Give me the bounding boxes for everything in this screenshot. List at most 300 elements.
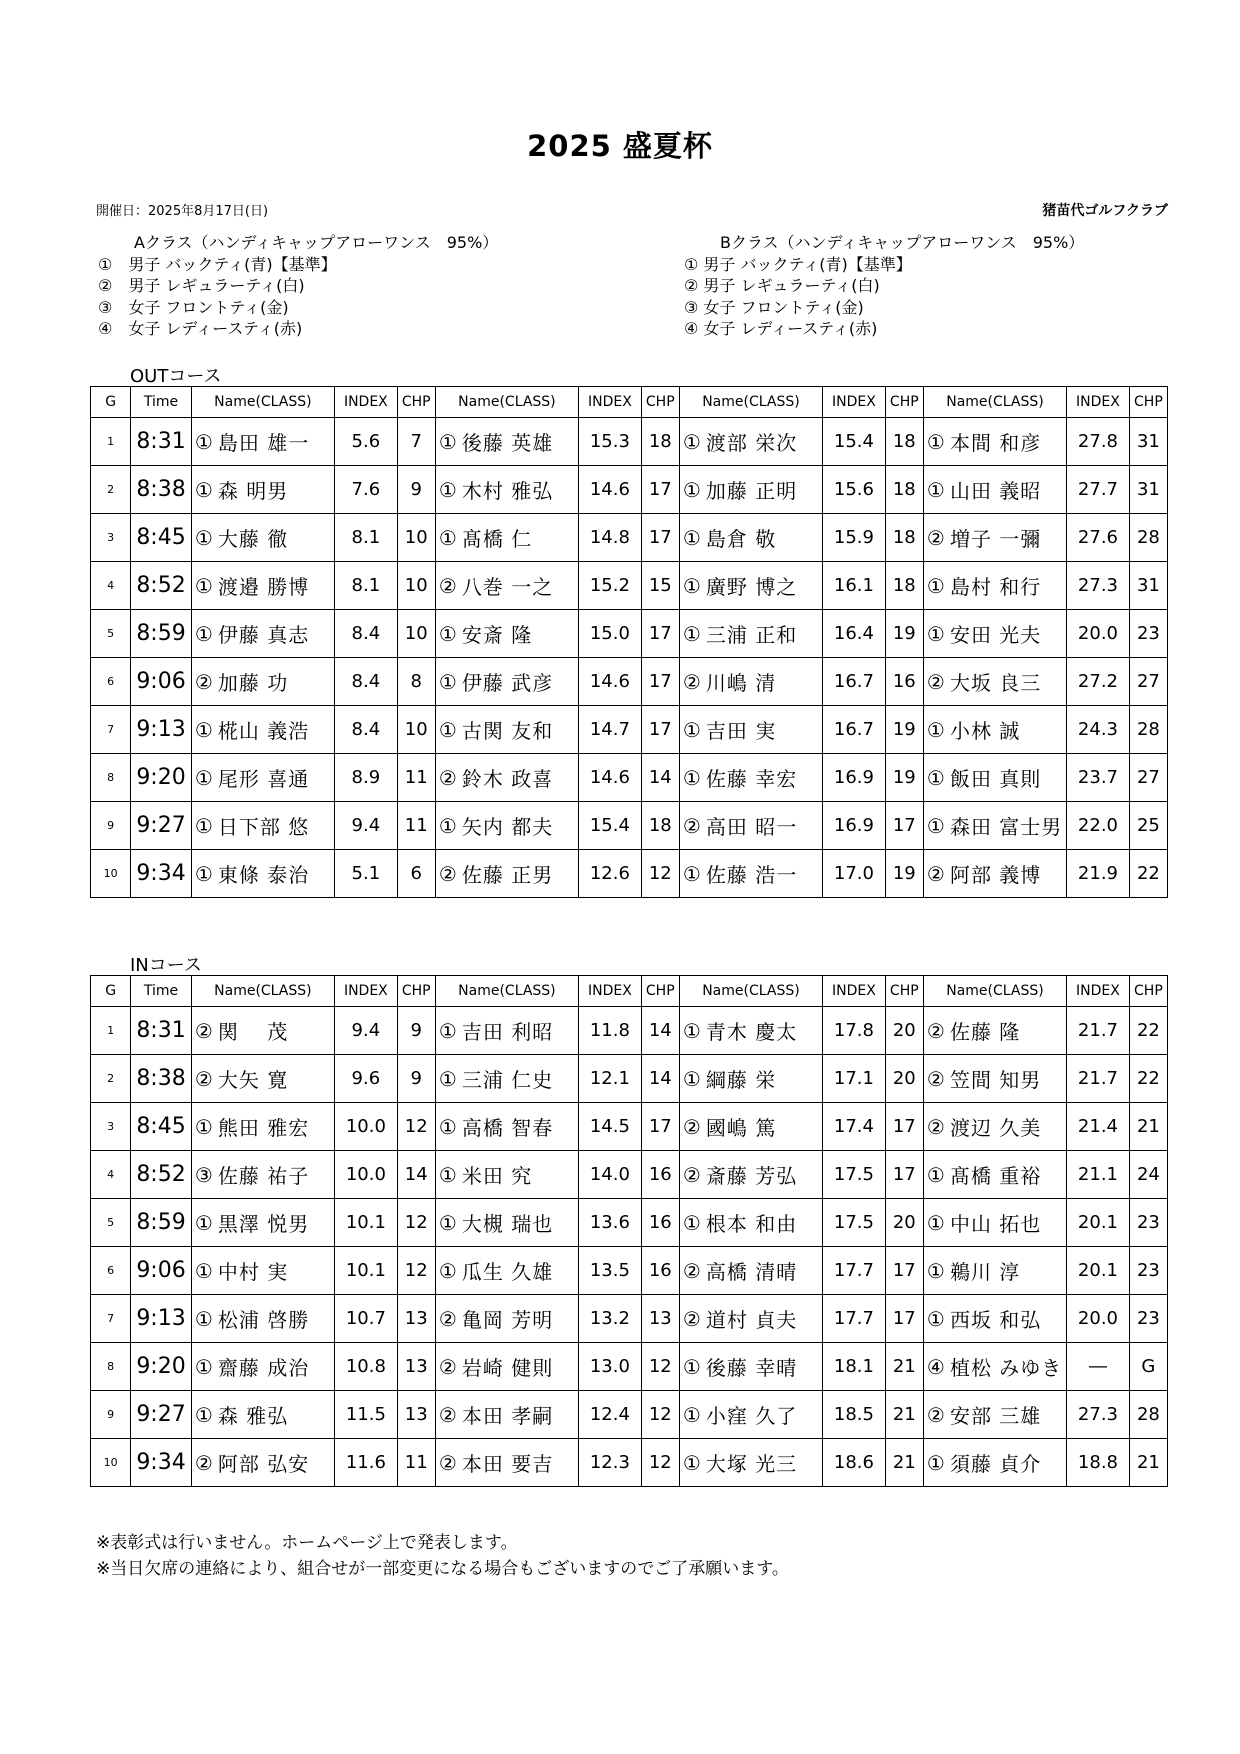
tee-time: 9:27 xyxy=(131,1391,191,1439)
player-name: 加藤 正明 xyxy=(704,466,823,514)
player-index: 27.6 xyxy=(1067,514,1130,562)
table-row xyxy=(91,1391,1168,1439)
player-index: 16.7 xyxy=(823,658,886,706)
player-index: 18.1 xyxy=(823,1343,886,1391)
group-number: 3 xyxy=(91,514,131,562)
player-chp: 31 xyxy=(1129,562,1167,610)
player-chp: 31 xyxy=(1129,418,1167,466)
player-name: 伊藤 武彦 xyxy=(460,658,579,706)
player-name: 佐藤 隆 xyxy=(948,1007,1067,1055)
player-class: ② xyxy=(679,1103,704,1151)
table-row xyxy=(91,754,1168,802)
player-name: 斎藤 芳弘 xyxy=(704,1151,823,1199)
player-name: 國嶋 篤 xyxy=(704,1103,823,1151)
header-chp: CHP xyxy=(1129,387,1167,418)
tee-time: 8:52 xyxy=(131,562,191,610)
player-name: 中村 実 xyxy=(216,1247,335,1295)
player-class: ② xyxy=(923,514,948,562)
player-chp: 21 xyxy=(1129,1439,1167,1487)
player-name: 伊藤 真志 xyxy=(216,610,335,658)
player-index: 8.9 xyxy=(335,754,398,802)
player-chp: 18 xyxy=(885,562,923,610)
player-class: ① xyxy=(435,1247,460,1295)
player-class: ① xyxy=(923,610,948,658)
tee-time: 9:27 xyxy=(131,802,191,850)
header-index: INDEX xyxy=(823,976,886,1007)
player-name: 西坂 和弘 xyxy=(948,1295,1067,1343)
player-index: 27.8 xyxy=(1067,418,1130,466)
player-chp: 24 xyxy=(1129,1151,1167,1199)
header-name: Name(CLASS) xyxy=(923,976,1066,1007)
player-name: 松浦 啓勝 xyxy=(216,1295,335,1343)
player-class: ② xyxy=(191,658,216,706)
player-chp: 13 xyxy=(397,1295,435,1343)
group-number: 1 xyxy=(91,418,131,466)
player-class: ③ xyxy=(191,1151,216,1199)
player-chp: 17 xyxy=(641,514,679,562)
header-chp: CHP xyxy=(885,387,923,418)
player-index: 8.4 xyxy=(335,610,398,658)
player-class: ① xyxy=(923,1439,948,1487)
player-index: 7.6 xyxy=(335,466,398,514)
player-name: 吉田 実 xyxy=(704,706,823,754)
player-class: ① xyxy=(435,706,460,754)
player-index: 15.4 xyxy=(823,418,886,466)
player-class: ① xyxy=(435,466,460,514)
player-name: 森田 富士男 xyxy=(948,802,1067,850)
player-name: 髙橋 重裕 xyxy=(948,1151,1067,1199)
player-index: 5.6 xyxy=(335,418,398,466)
note-line: ※表彰式は行いません。ホームページ上で発表します。 xyxy=(96,1533,518,1553)
player-chp: 28 xyxy=(1129,706,1167,754)
player-class: ① xyxy=(679,1199,704,1247)
player-name: 阿部 弘安 xyxy=(216,1439,335,1487)
player-chp: 21 xyxy=(885,1391,923,1439)
header-index: INDEX xyxy=(579,976,642,1007)
player-name: 渡部 栄次 xyxy=(704,418,823,466)
player-chp: 18 xyxy=(641,802,679,850)
player-chp: 7 xyxy=(397,418,435,466)
player-index: 17.7 xyxy=(823,1295,886,1343)
player-index: 21.1 xyxy=(1067,1151,1130,1199)
player-name: 高田 昭一 xyxy=(704,802,823,850)
player-chp: 9 xyxy=(397,1007,435,1055)
player-chp: 21 xyxy=(885,1439,923,1487)
player-name: 尾形 喜通 xyxy=(216,754,335,802)
player-name: 阿部 義博 xyxy=(948,850,1067,898)
player-name: 島倉 敬 xyxy=(704,514,823,562)
player-name: 高橋 清晴 xyxy=(704,1247,823,1295)
player-name: 安部 三雄 xyxy=(948,1391,1067,1439)
player-name: 森 雅弘 xyxy=(216,1391,335,1439)
player-index: 20.1 xyxy=(1067,1199,1130,1247)
player-name: 須藤 貞介 xyxy=(948,1439,1067,1487)
header-name: Name(CLASS) xyxy=(191,976,334,1007)
player-class: ② xyxy=(435,562,460,610)
player-class: ① xyxy=(679,1055,704,1103)
tee-time: 8:31 xyxy=(131,418,191,466)
player-index: 11.5 xyxy=(335,1391,398,1439)
player-class: ① xyxy=(435,802,460,850)
player-name: 高橋 智春 xyxy=(460,1103,579,1151)
player-chp: 14 xyxy=(641,1007,679,1055)
header-chp: CHP xyxy=(1129,976,1167,1007)
group-number: 7 xyxy=(91,1295,131,1343)
group-number: 5 xyxy=(91,610,131,658)
player-index: 10.1 xyxy=(335,1247,398,1295)
player-class: ① xyxy=(191,850,216,898)
player-chp: 18 xyxy=(885,418,923,466)
player-name: 熊田 雅宏 xyxy=(216,1103,335,1151)
group-number: 5 xyxy=(91,1199,131,1247)
player-index: 15.6 xyxy=(823,466,886,514)
player-chp: 9 xyxy=(397,1055,435,1103)
player-name: 瓜生 久雄 xyxy=(460,1247,579,1295)
player-chp: 27 xyxy=(1129,754,1167,802)
player-name: 三浦 正和 xyxy=(704,610,823,658)
player-name: 島村 和行 xyxy=(948,562,1067,610)
tee-time: 9:20 xyxy=(131,1343,191,1391)
class-b-tee: ② 男子 レギュラーティ(白) xyxy=(684,276,880,295)
player-name: 矢内 都夫 xyxy=(460,802,579,850)
header-chp: CHP xyxy=(397,387,435,418)
class-a-info xyxy=(98,232,498,340)
table-row xyxy=(91,1007,1168,1055)
player-class: ② xyxy=(435,850,460,898)
player-class: ① xyxy=(923,418,948,466)
player-class: ② xyxy=(679,1295,704,1343)
tee-time: 9:20 xyxy=(131,754,191,802)
player-name: 加藤 功 xyxy=(216,658,335,706)
player-index: 8.4 xyxy=(335,658,398,706)
player-chp: 20 xyxy=(885,1055,923,1103)
player-index: 10.7 xyxy=(335,1295,398,1343)
player-class: ① xyxy=(435,610,460,658)
player-class: ① xyxy=(923,1199,948,1247)
player-index: 8.1 xyxy=(335,562,398,610)
player-chp: 23 xyxy=(1129,1295,1167,1343)
player-chp: 16 xyxy=(641,1151,679,1199)
group-number: 6 xyxy=(91,658,131,706)
player-class: ① xyxy=(435,1055,460,1103)
tee-time: 8:52 xyxy=(131,1151,191,1199)
player-name: 三浦 仁史 xyxy=(460,1055,579,1103)
player-class: ① xyxy=(679,562,704,610)
player-chp: 8 xyxy=(397,658,435,706)
header-index: INDEX xyxy=(335,976,398,1007)
player-name: 川嶋 清 xyxy=(704,658,823,706)
player-class: ① xyxy=(923,802,948,850)
header-index: INDEX xyxy=(1067,387,1130,418)
player-class: ① xyxy=(679,850,704,898)
player-name: 安斎 隆 xyxy=(460,610,579,658)
player-index: 17.5 xyxy=(823,1151,886,1199)
player-index: 10.8 xyxy=(335,1343,398,1391)
player-index: 9.4 xyxy=(335,802,398,850)
player-name: 増子 一彌 xyxy=(948,514,1067,562)
player-class: ① xyxy=(191,610,216,658)
player-name: 大矢 寛 xyxy=(216,1055,335,1103)
player-name: 綱藤 栄 xyxy=(704,1055,823,1103)
player-chp: 11 xyxy=(397,1439,435,1487)
table-header-row xyxy=(91,387,1168,418)
player-class: ① xyxy=(679,514,704,562)
player-index: 14.8 xyxy=(579,514,642,562)
player-chp: 25 xyxy=(1129,802,1167,850)
page-title: 2025 盛夏杯 xyxy=(527,129,713,163)
player-index: 20.0 xyxy=(1067,1295,1130,1343)
player-class: ② xyxy=(923,850,948,898)
player-name: 渡辺 久美 xyxy=(948,1103,1067,1151)
player-index: 15.9 xyxy=(823,514,886,562)
player-name: 後藤 幸晴 xyxy=(704,1343,823,1391)
group-number: 8 xyxy=(91,754,131,802)
player-index: 18.5 xyxy=(823,1391,886,1439)
tee-time: 8:38 xyxy=(131,1055,191,1103)
header-index: INDEX xyxy=(335,387,398,418)
player-class: ① xyxy=(435,1103,460,1151)
player-chp: 23 xyxy=(1129,610,1167,658)
player-class: ① xyxy=(679,1343,704,1391)
player-chp: 19 xyxy=(885,610,923,658)
table-row xyxy=(91,418,1168,466)
player-index: 20.1 xyxy=(1067,1247,1130,1295)
player-class: ② xyxy=(435,1343,460,1391)
player-class: ① xyxy=(679,1007,704,1055)
player-index: 10.1 xyxy=(335,1199,398,1247)
player-index: 20.0 xyxy=(1067,610,1130,658)
player-class: ② xyxy=(679,658,704,706)
player-class: ① xyxy=(435,1151,460,1199)
player-chp: 10 xyxy=(397,610,435,658)
player-class: ② xyxy=(923,1055,948,1103)
player-chp: G xyxy=(1129,1343,1167,1391)
player-class: ① xyxy=(679,610,704,658)
player-chp: 17 xyxy=(885,802,923,850)
header-index: INDEX xyxy=(823,387,886,418)
player-chp: 10 xyxy=(397,514,435,562)
player-index: 9.4 xyxy=(335,1007,398,1055)
group-number: 7 xyxy=(91,706,131,754)
player-chp: 9 xyxy=(397,466,435,514)
player-name: 鈴木 政喜 xyxy=(460,754,579,802)
player-chp: 19 xyxy=(885,850,923,898)
player-name: 大藤 徹 xyxy=(216,514,335,562)
player-class: ① xyxy=(679,754,704,802)
player-index: 11.8 xyxy=(579,1007,642,1055)
player-class: ② xyxy=(923,1103,948,1151)
player-chp: 14 xyxy=(641,754,679,802)
player-chp: 20 xyxy=(885,1199,923,1247)
player-chp: 19 xyxy=(885,706,923,754)
player-index: 27.7 xyxy=(1067,466,1130,514)
player-index: 14.6 xyxy=(579,754,642,802)
player-index: 10.0 xyxy=(335,1151,398,1199)
player-name: 八巻 一之 xyxy=(460,562,579,610)
class-a-tee: ② 男子 レギュラーティ(白) xyxy=(98,276,305,295)
group-number: 9 xyxy=(91,802,131,850)
class-a-heading: Aクラス（ハンディキャップアローワンス 95%） xyxy=(134,233,499,252)
player-chp: 12 xyxy=(641,1343,679,1391)
player-index: 17.0 xyxy=(823,850,886,898)
player-chp: 28 xyxy=(1129,1391,1167,1439)
player-class: ① xyxy=(435,418,460,466)
player-index: 14.6 xyxy=(579,658,642,706)
player-class: ① xyxy=(191,1199,216,1247)
player-name: 根本 和由 xyxy=(704,1199,823,1247)
player-class: ① xyxy=(191,1247,216,1295)
header-chp: CHP xyxy=(641,387,679,418)
header-group: G xyxy=(91,976,131,1007)
player-class: ① xyxy=(679,466,704,514)
player-class: ② xyxy=(679,1151,704,1199)
player-index: 8.1 xyxy=(335,514,398,562)
in-course-table xyxy=(90,975,1168,1487)
player-class: ① xyxy=(191,514,216,562)
player-index: 16.9 xyxy=(823,802,886,850)
player-index: 14.0 xyxy=(579,1151,642,1199)
player-name: 本間 和彦 xyxy=(948,418,1067,466)
player-chp: 22 xyxy=(1129,850,1167,898)
tee-time: 9:34 xyxy=(131,850,191,898)
player-class: ① xyxy=(923,466,948,514)
player-name: 亀岡 芳明 xyxy=(460,1295,579,1343)
player-class: ② xyxy=(679,802,704,850)
class-b-tee: ④ 女子 レディースティ(赤) xyxy=(684,319,878,338)
tee-time: 8:38 xyxy=(131,466,191,514)
player-chp: 17 xyxy=(885,1295,923,1343)
player-name: 東條 泰治 xyxy=(216,850,335,898)
player-index: ― xyxy=(1067,1343,1130,1391)
tee-time: 9:06 xyxy=(131,658,191,706)
group-number: 1 xyxy=(91,1007,131,1055)
player-class: ① xyxy=(435,514,460,562)
player-name: 飯田 真則 xyxy=(948,754,1067,802)
player-class: ① xyxy=(923,706,948,754)
player-name: 齋藤 成治 xyxy=(216,1343,335,1391)
tee-time: 8:45 xyxy=(131,1103,191,1151)
player-name: 佐藤 正男 xyxy=(460,850,579,898)
player-chp: 16 xyxy=(885,658,923,706)
player-chp: 18 xyxy=(641,418,679,466)
player-class: ② xyxy=(435,1295,460,1343)
player-chp: 12 xyxy=(641,850,679,898)
header-index: INDEX xyxy=(579,387,642,418)
player-name: 日下部 悠 xyxy=(216,802,335,850)
player-class: ① xyxy=(191,754,216,802)
player-name: 大坂 良三 xyxy=(948,658,1067,706)
player-name: 渡邉 勝博 xyxy=(216,562,335,610)
player-index: 15.4 xyxy=(579,802,642,850)
player-chp: 23 xyxy=(1129,1247,1167,1295)
tee-time: 8:59 xyxy=(131,610,191,658)
player-class: ① xyxy=(923,1151,948,1199)
player-chp: 17 xyxy=(641,1103,679,1151)
player-class: ① xyxy=(679,418,704,466)
player-class: ① xyxy=(191,802,216,850)
player-chp: 12 xyxy=(397,1103,435,1151)
player-class: ② xyxy=(191,1055,216,1103)
player-index: 21.4 xyxy=(1067,1103,1130,1151)
player-chp: 12 xyxy=(397,1247,435,1295)
table-row xyxy=(91,658,1168,706)
group-number: 10 xyxy=(91,1439,131,1487)
player-name: 道村 貞夫 xyxy=(704,1295,823,1343)
header-chp: CHP xyxy=(641,976,679,1007)
tee-time: 8:45 xyxy=(131,514,191,562)
header-chp: CHP xyxy=(885,976,923,1007)
player-chp: 22 xyxy=(1129,1007,1167,1055)
table-row xyxy=(91,850,1168,898)
player-index: 21.7 xyxy=(1067,1007,1130,1055)
course-label-out: OUTコース xyxy=(130,366,222,387)
player-index: 16.4 xyxy=(823,610,886,658)
header-index: INDEX xyxy=(1067,976,1130,1007)
group-number: 10 xyxy=(91,850,131,898)
player-class: ② xyxy=(679,1247,704,1295)
player-name: 山田 義昭 xyxy=(948,466,1067,514)
player-name: 関 茂 xyxy=(216,1007,335,1055)
player-class: ① xyxy=(191,1391,216,1439)
player-name: 髙橋 仁 xyxy=(460,514,579,562)
player-name: 佐藤 幸宏 xyxy=(704,754,823,802)
player-index: 8.4 xyxy=(335,706,398,754)
player-name: 後藤 英雄 xyxy=(460,418,579,466)
class-b-tee: ③ 女子 フロントティ(金) xyxy=(684,297,864,317)
event-date: 開催日：2025年8月17日(日) xyxy=(96,204,269,219)
player-name: 本田 孝嗣 xyxy=(460,1391,579,1439)
player-class: ① xyxy=(923,1295,948,1343)
player-class: ② xyxy=(435,1391,460,1439)
player-name: 黒澤 悦男 xyxy=(216,1199,335,1247)
class-b-info xyxy=(684,232,1084,340)
player-chp: 10 xyxy=(397,562,435,610)
player-chp: 16 xyxy=(641,1199,679,1247)
table-row xyxy=(91,802,1168,850)
player-index: 16.9 xyxy=(823,754,886,802)
player-index: 14.5 xyxy=(579,1103,642,1151)
player-class: ① xyxy=(191,466,216,514)
group-number: 4 xyxy=(91,562,131,610)
table-row xyxy=(91,610,1168,658)
player-name: 本田 要吉 xyxy=(460,1439,579,1487)
player-name: 森 明男 xyxy=(216,466,335,514)
player-index: 17.8 xyxy=(823,1007,886,1055)
class-b-tee: ① 男子 バックティ(青)【基準】 xyxy=(684,254,912,274)
group-number: 8 xyxy=(91,1343,131,1391)
player-index: 10.0 xyxy=(335,1103,398,1151)
class-b-heading: Bクラス（ハンディキャップアローワンス 95%） xyxy=(720,233,1085,252)
player-class: ① xyxy=(191,706,216,754)
player-class: ② xyxy=(191,1439,216,1487)
header-name: Name(CLASS) xyxy=(679,976,822,1007)
player-index: 13.5 xyxy=(579,1247,642,1295)
player-index: 15.2 xyxy=(579,562,642,610)
player-class: ① xyxy=(435,658,460,706)
player-index: 21.9 xyxy=(1067,850,1130,898)
player-chp: 14 xyxy=(641,1055,679,1103)
player-name: 廣野 博之 xyxy=(704,562,823,610)
player-class: ① xyxy=(435,1007,460,1055)
player-name: 米田 究 xyxy=(460,1151,579,1199)
table-row xyxy=(91,1247,1168,1295)
header-time: Time xyxy=(131,976,191,1007)
table-row xyxy=(91,562,1168,610)
player-index: 16.7 xyxy=(823,706,886,754)
player-name: 吉田 利昭 xyxy=(460,1007,579,1055)
header-name: Name(CLASS) xyxy=(435,976,578,1007)
player-chp: 12 xyxy=(641,1439,679,1487)
